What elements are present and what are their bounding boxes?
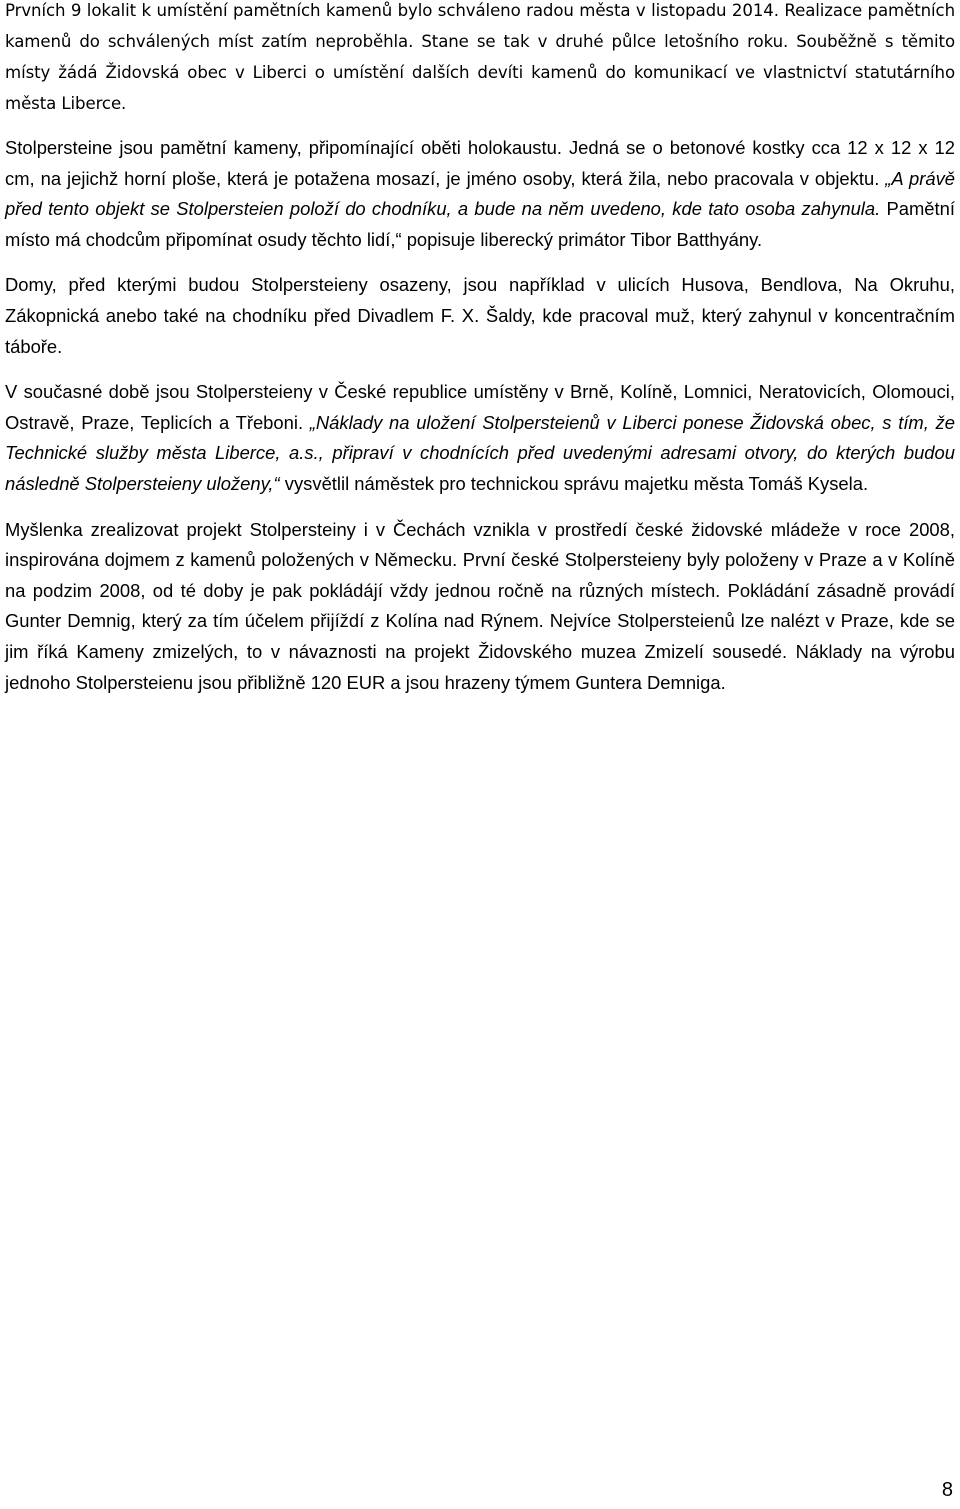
paragraph-4 xyxy=(5,377,955,499)
paragraph-2-quote: „A právě před tento objekt se Stolpersteien položí do chodníku, a bude na něm uvedeno, kde tato osoba zahynula. xyxy=(5,167,955,220)
paragraph-3-text: Domy, před kterými budou Stolpersteieny osazeny, jsou například v ulicích Husova, Bendlova, Na Okruhu, Zákopnická anebo také na chodníku před Divadlem F. X. Šaldy, kde pracoval muž, který zahynul v koncentračním táboře. xyxy=(5,274,955,357)
paragraph-5-text: Myšlenka zrealizovat projekt Stolpersteiny i v Čechách vznikla v prostředí české židovské mládeže v roce 2008, inspirována dojmem z kamenů položených v Německu. První české Stolpersteieny byly položeny v Praze a v Kolíně na podzim 2008, od té doby je pak pokládájí vždy jednou ročně na různých místech. Pokládání zásadně provádí Gunter Demnig, který za tím účelem přijíždí z Kolína nad Rýnem. Nejvíce Stolpersteienů lze nalézt v Praze, kde se jim říká Kameny zmizelých, to v návaznosti na projekt Židovského muzea Zmizelí sousedé. Náklady na výrobu jednoho Stolpersteienu jsou přibližně 120 EUR a jsou hrazeny týmem Guntera Demniga. xyxy=(5,518,955,693)
paragraph-3 xyxy=(5,270,955,362)
paragraph-2-text: Stolpersteine jsou pamětní kameny, připomínající oběti holokaustu. Jedná se o betonové kostky cca 12 x 12 x 12 cm, na jejichž horní ploše, která je potažena mosazí, je jméno osoby, která žila, nebo pracovala v objektu. xyxy=(5,137,955,189)
paragraph-1-text: Prvních 9 lokalit k umístění pamětních kamenů bylo schváleno radou města v listopadu 2014. Realizace pamětních kamenů do schválených míst zatím neproběhla. Stane se tak v druhé půlce letošního roku. Souběžně s těmito místy žádá Židovská obec v Liberci o umístění dalších devíti kamenů do komunikací ve vlastnictví statutárního města Liberce. xyxy=(5,1,955,113)
document-page xyxy=(5,0,955,698)
paragraph-4-quote: „Náklady na uložení Stolpersteienů v Liberci ponese Židovská obec, s tím, že Technické služby města Liberce, a.s., připraví v chodnících před uvedenými adresami otvory, do kterých budou následně Stolpersteieny uloženy,“ xyxy=(5,411,955,494)
paragraph-2 xyxy=(5,133,955,255)
paragraph-4-text-end: vysvětlil náměstek pro technickou správu majetku města Tomáš Kysela. xyxy=(279,472,869,494)
page-number: 8 xyxy=(941,1479,953,1501)
paragraph-4-text: V současné době jsou Stolpersteieny v České republice umístěny v Brně, Kolíně, Lomnici, Neratovicích, Olomouci, Ostravě, Praze, Teplicích a Třeboni. xyxy=(5,381,955,433)
paragraph-1 xyxy=(5,0,955,119)
paragraph-5 xyxy=(5,515,955,699)
paragraph-2-text-end: Pamětní místo má chodcům připomínat osudy těchto lidí,“ popisuje liberecký primátor Tibor Batthyány. xyxy=(5,198,955,250)
